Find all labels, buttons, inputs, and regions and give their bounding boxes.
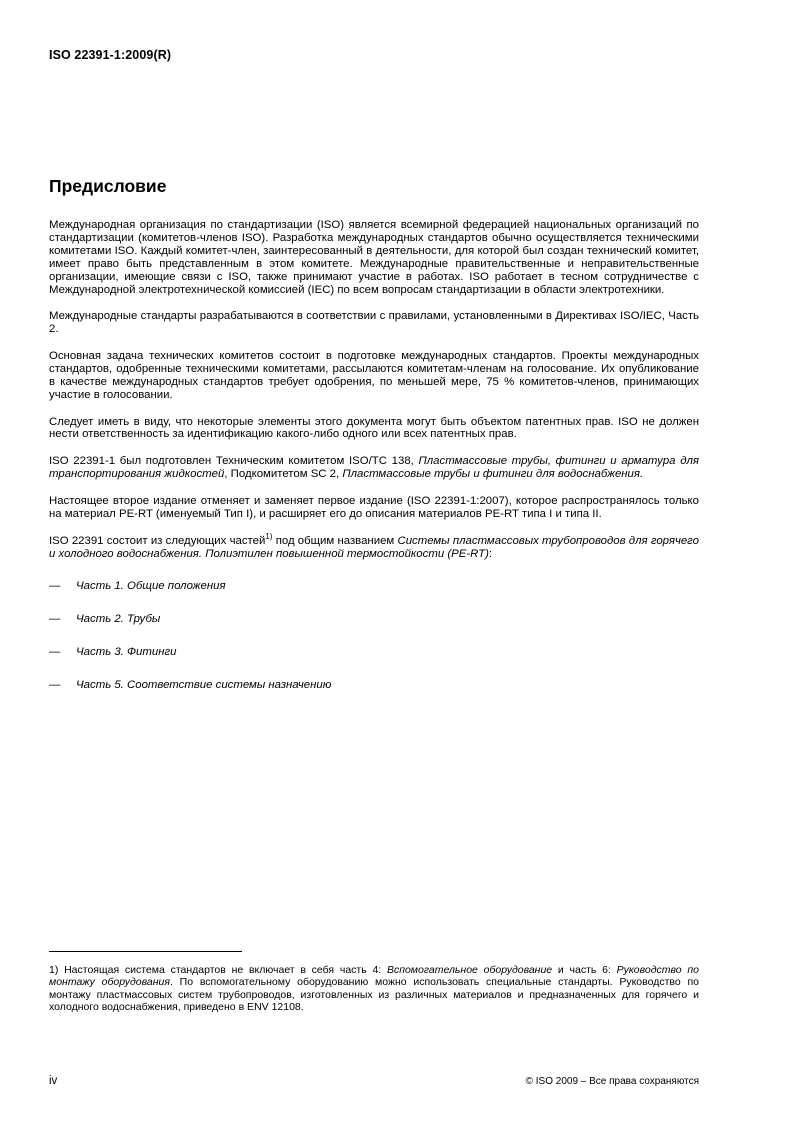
paragraph-prepared-by <box>49 455 699 481</box>
part-label: Часть 2. Трубы <box>76 613 161 626</box>
footnote-text-c: и часть 6: <box>552 964 617 976</box>
parts-general-title-lead: под общим названием <box>272 534 398 547</box>
parts-general-title: Системы пластмассовых трубопроводов для горячего и холодного водоснабжения. Полиэтилен повышенной термостойкости (PE-RT) <box>49 534 700 560</box>
paragraph-iso-intro: Международная организация по стандартизации (ISO) является всемирной федерацией национальных организаций по стандартизации (комитетов-членов ISO). Разработка международных стандартов обычно осуществляется техническими комитетами ISO. Каждый комитет-член, заинтересованный в деятельности, для которой был создан технический комитет, имеет право быть представленным в этом комитете. Международные правительственные и неправительственные организации, имеющие связи с ISO, также принимают участие в работах. ISO работает в тесном сотрудничестве с Международной электротехнической комиссией (IEC) по всем вопросам стандартизации в области электротехники. <box>49 219 699 296</box>
footnote-part6-title: Руководство по монтажу оборудования <box>49 964 699 989</box>
dash-bullet: — <box>49 613 61 626</box>
dash-bullet: — <box>49 679 61 692</box>
footnote <box>49 964 699 1013</box>
footnote-divider <box>49 951 242 952</box>
part-label: Часть 5. Соответствие системы назначению <box>76 679 332 692</box>
committee-title: Пластмассовые трубы, фитинги и арматура для транспортирования жидкостей <box>49 455 699 481</box>
paragraph-edition: Настоящее второе издание отменяет и заменяет первое издание (ISO 22391-1:2007), которое распространялось только на материал PE-RT (именуемый Тип I), и расширяет его до описания материалов PE-RT типа I и типа II. <box>49 494 699 520</box>
parts-colon: : <box>488 547 493 560</box>
list-item <box>49 613 699 646</box>
footnote-part4-title: Вспомогательное оборудование <box>386 964 553 976</box>
document-id: ISO 22391-1:2009(R) <box>49 48 172 62</box>
paragraph-committees: Основная задача технических комитетов состоит в подготовке международных стандартов. Проекты международных стандартов, одобренные техническими комитетами, рассылаются комитетам-членам на голосование. Их опубликование в качестве международных стандартов требует одобрения, по меньшей мере, 75 % комитетов-членов, принимающих участие в голосовании. <box>49 350 699 401</box>
paragraph-directives: Международные стандарты разрабатываются в соответствии с правилами, установленными в Директивах ISO/IEC, Часть 2. <box>49 310 699 336</box>
footnote-text-e: . По вспомогательному оборудованию можно использовать специальные стандарты. Руководство по монтажу пластмассовых систем трубопроводов, изготовленных из различных материалов и предназначенных для горячего и холодного водоснабжения, приведено в ENV 12108. <box>49 976 699 1013</box>
dash-bullet: — <box>49 580 61 593</box>
part-label: Часть 3. Фитинги <box>76 646 177 659</box>
paragraph-patents: Следует иметь в виду, что некоторые элементы этого документа могут быть объектом патентных прав. ISO не должен нести ответственность за идентификацию какого-либо одного или всех патентных прав. <box>49 415 699 441</box>
prepared-by-text: ISO 22391-1 был подготовлен Техническим комитетом ISO/TC 138, <box>49 455 419 468</box>
dash-bullet: — <box>49 646 61 659</box>
part-label: Часть 1. Общие положения <box>76 580 226 593</box>
paragraph-parts <box>49 531 700 561</box>
footnote-ref[interactable]: 1) <box>265 531 273 541</box>
subcommittee-text: , Подкомитетом SC 2, <box>224 468 343 481</box>
parts-intro: ISO 22391 состоит из следующих частей <box>49 534 266 547</box>
footnote-text-a: 1) Настоящая система стандартов не включает в себя часть 4: <box>49 964 387 976</box>
parts-list <box>49 580 699 712</box>
list-item <box>49 580 699 613</box>
subcommittee-title: Пластмассовые трубы и фитинги для водоснабжения. <box>342 468 644 481</box>
list-item <box>49 646 699 679</box>
page-number: iv <box>49 1075 58 1087</box>
copyright-notice: © ISO 2009 – Все права сохраняются <box>525 1076 699 1087</box>
section-title: Предисловие <box>49 176 167 196</box>
foreword-body <box>49 219 699 712</box>
list-item <box>49 679 699 712</box>
